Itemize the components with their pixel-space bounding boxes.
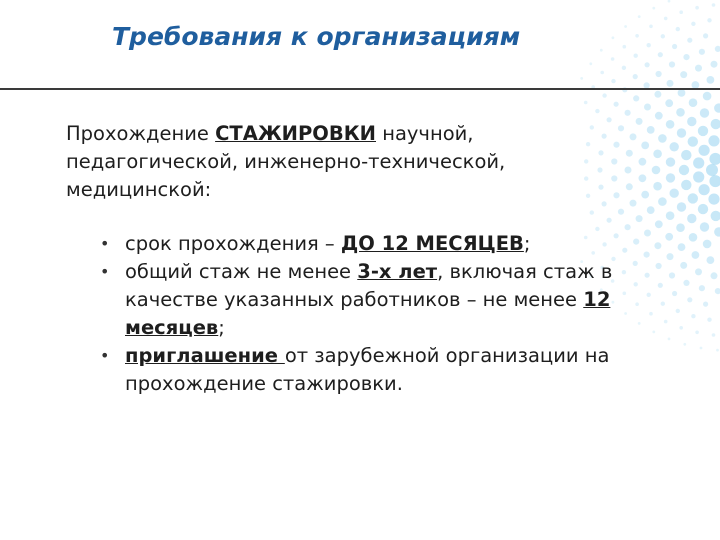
decor-dot xyxy=(691,314,695,318)
decor-dot xyxy=(711,119,720,129)
bullet-icon: • xyxy=(100,346,110,365)
decor-dot xyxy=(695,6,699,10)
decor-dot xyxy=(688,193,698,203)
decor-dot xyxy=(688,136,698,146)
decor-dot xyxy=(700,222,709,231)
decor-dot xyxy=(667,80,674,87)
decor-dot xyxy=(707,76,715,84)
decor-dot xyxy=(695,331,699,335)
decor-dot xyxy=(712,3,716,7)
decor-dot xyxy=(695,65,702,72)
decor-dot xyxy=(703,240,712,249)
decor-dot xyxy=(664,17,668,21)
decor-dot xyxy=(602,93,606,97)
decor-dot xyxy=(679,10,683,14)
list-item-duration xyxy=(66,230,681,258)
decor-dot xyxy=(668,0,671,3)
decor-dot xyxy=(612,36,615,39)
list-item-experience xyxy=(66,258,681,342)
decor-dot xyxy=(708,135,719,146)
decor-dot xyxy=(687,297,692,302)
decor-dot xyxy=(712,333,716,337)
slide-body xyxy=(66,120,686,398)
decor-dot xyxy=(656,71,662,77)
decor-dot xyxy=(647,43,651,47)
decor-dot xyxy=(716,349,719,352)
decor-dot xyxy=(715,288,720,294)
decor-dot xyxy=(624,25,627,28)
decor-dot xyxy=(707,18,711,22)
decor-dot xyxy=(635,34,639,38)
decor-dot xyxy=(633,95,639,101)
decor-dot xyxy=(625,110,631,116)
experience-months: 12 месяцев xyxy=(125,288,611,339)
decor-dot xyxy=(611,57,615,61)
decor-dot xyxy=(676,108,685,117)
decor-dot xyxy=(676,27,680,31)
decor-dot xyxy=(711,272,718,279)
duration-value: ДО 12 МЕСЯЦЕВ xyxy=(340,232,524,255)
decor-dot xyxy=(709,175,720,187)
decor-dot xyxy=(634,54,638,58)
decor-dot xyxy=(614,102,619,107)
decor-dot xyxy=(644,104,651,111)
decor-dot xyxy=(715,46,720,52)
decor-dot xyxy=(611,79,615,83)
slide-title: Требования к организациям xyxy=(112,22,521,51)
decor-dot xyxy=(623,45,627,49)
requirements-list xyxy=(66,230,686,398)
decor-dot xyxy=(669,61,675,67)
decor-dot xyxy=(665,99,673,107)
decor-dot xyxy=(700,347,703,350)
decor-dot xyxy=(703,92,712,101)
decor-dot xyxy=(693,157,704,168)
decor-dot xyxy=(687,117,696,126)
duration-end: ; xyxy=(523,232,531,255)
decor-dot xyxy=(711,211,720,221)
bullet-icon: • xyxy=(100,234,110,253)
decor-dot xyxy=(703,33,708,38)
decor-dot xyxy=(700,108,709,117)
intro-paragraph xyxy=(66,120,586,204)
intro-prefix: Прохождение xyxy=(66,122,216,145)
decor-dot xyxy=(678,89,686,97)
decor-dot xyxy=(649,25,653,29)
decor-dot xyxy=(633,74,638,79)
decor-dot xyxy=(600,49,603,52)
decor-dot xyxy=(595,109,599,113)
decor-dot xyxy=(707,256,715,264)
duration-text: срок прохождения – xyxy=(125,232,341,255)
decor-dot xyxy=(699,285,705,291)
decor-dot xyxy=(689,233,698,242)
decor-dot xyxy=(709,153,720,165)
decor-dot xyxy=(691,22,695,26)
decor-dot xyxy=(699,145,710,156)
decor-dot xyxy=(695,268,702,275)
decor-dot xyxy=(672,44,677,49)
decor-dot xyxy=(698,204,708,214)
decor-dot xyxy=(600,71,604,75)
decor-dot xyxy=(580,77,583,80)
invitation-text: от зарубежной организации на прохождение стажировки. xyxy=(125,344,610,395)
decor-dot xyxy=(589,62,592,65)
decor-dot xyxy=(698,126,708,136)
decor-dot xyxy=(706,164,718,176)
decor-dot xyxy=(652,7,655,10)
decor-dot xyxy=(714,227,720,236)
decor-dot xyxy=(703,302,708,307)
decor-dot xyxy=(622,66,626,70)
intro-suffix: научной, педагогической, инженерно-технической, медицинской: xyxy=(66,122,506,201)
decor-dot xyxy=(655,112,663,120)
decor-dot xyxy=(687,214,696,223)
experience-years: 3-х лет xyxy=(357,260,438,283)
decor-dot xyxy=(711,61,718,68)
decor-dot xyxy=(654,91,661,98)
intro-emphasis: СТАЖИРОВКИ xyxy=(215,122,376,145)
decor-dot xyxy=(692,251,700,259)
decor-dot xyxy=(683,54,689,60)
decor-dot xyxy=(689,98,698,107)
decor-dot xyxy=(584,101,588,105)
experience-text: общий стаж не менее xyxy=(125,260,358,283)
experience-detail: , включая стаж в качестве указанных работников – не менее xyxy=(125,260,613,311)
bullet-icon: • xyxy=(100,262,110,281)
decor-dot xyxy=(638,15,641,18)
decor-dot xyxy=(687,38,692,43)
decor-dot xyxy=(707,318,711,322)
decor-dot xyxy=(714,103,720,112)
invitation-label: приглашение xyxy=(125,344,285,367)
decor-dot xyxy=(708,194,719,205)
decor-dot xyxy=(661,34,665,38)
decor-dot xyxy=(658,52,663,57)
title-divider xyxy=(0,88,720,90)
decor-dot xyxy=(645,62,650,67)
list-item-invitation xyxy=(66,342,681,398)
experience-end: ; xyxy=(218,316,225,339)
decor-dot xyxy=(680,71,687,78)
decor-dot xyxy=(693,171,704,182)
decor-dot xyxy=(699,49,705,55)
decor-dot xyxy=(699,184,710,195)
